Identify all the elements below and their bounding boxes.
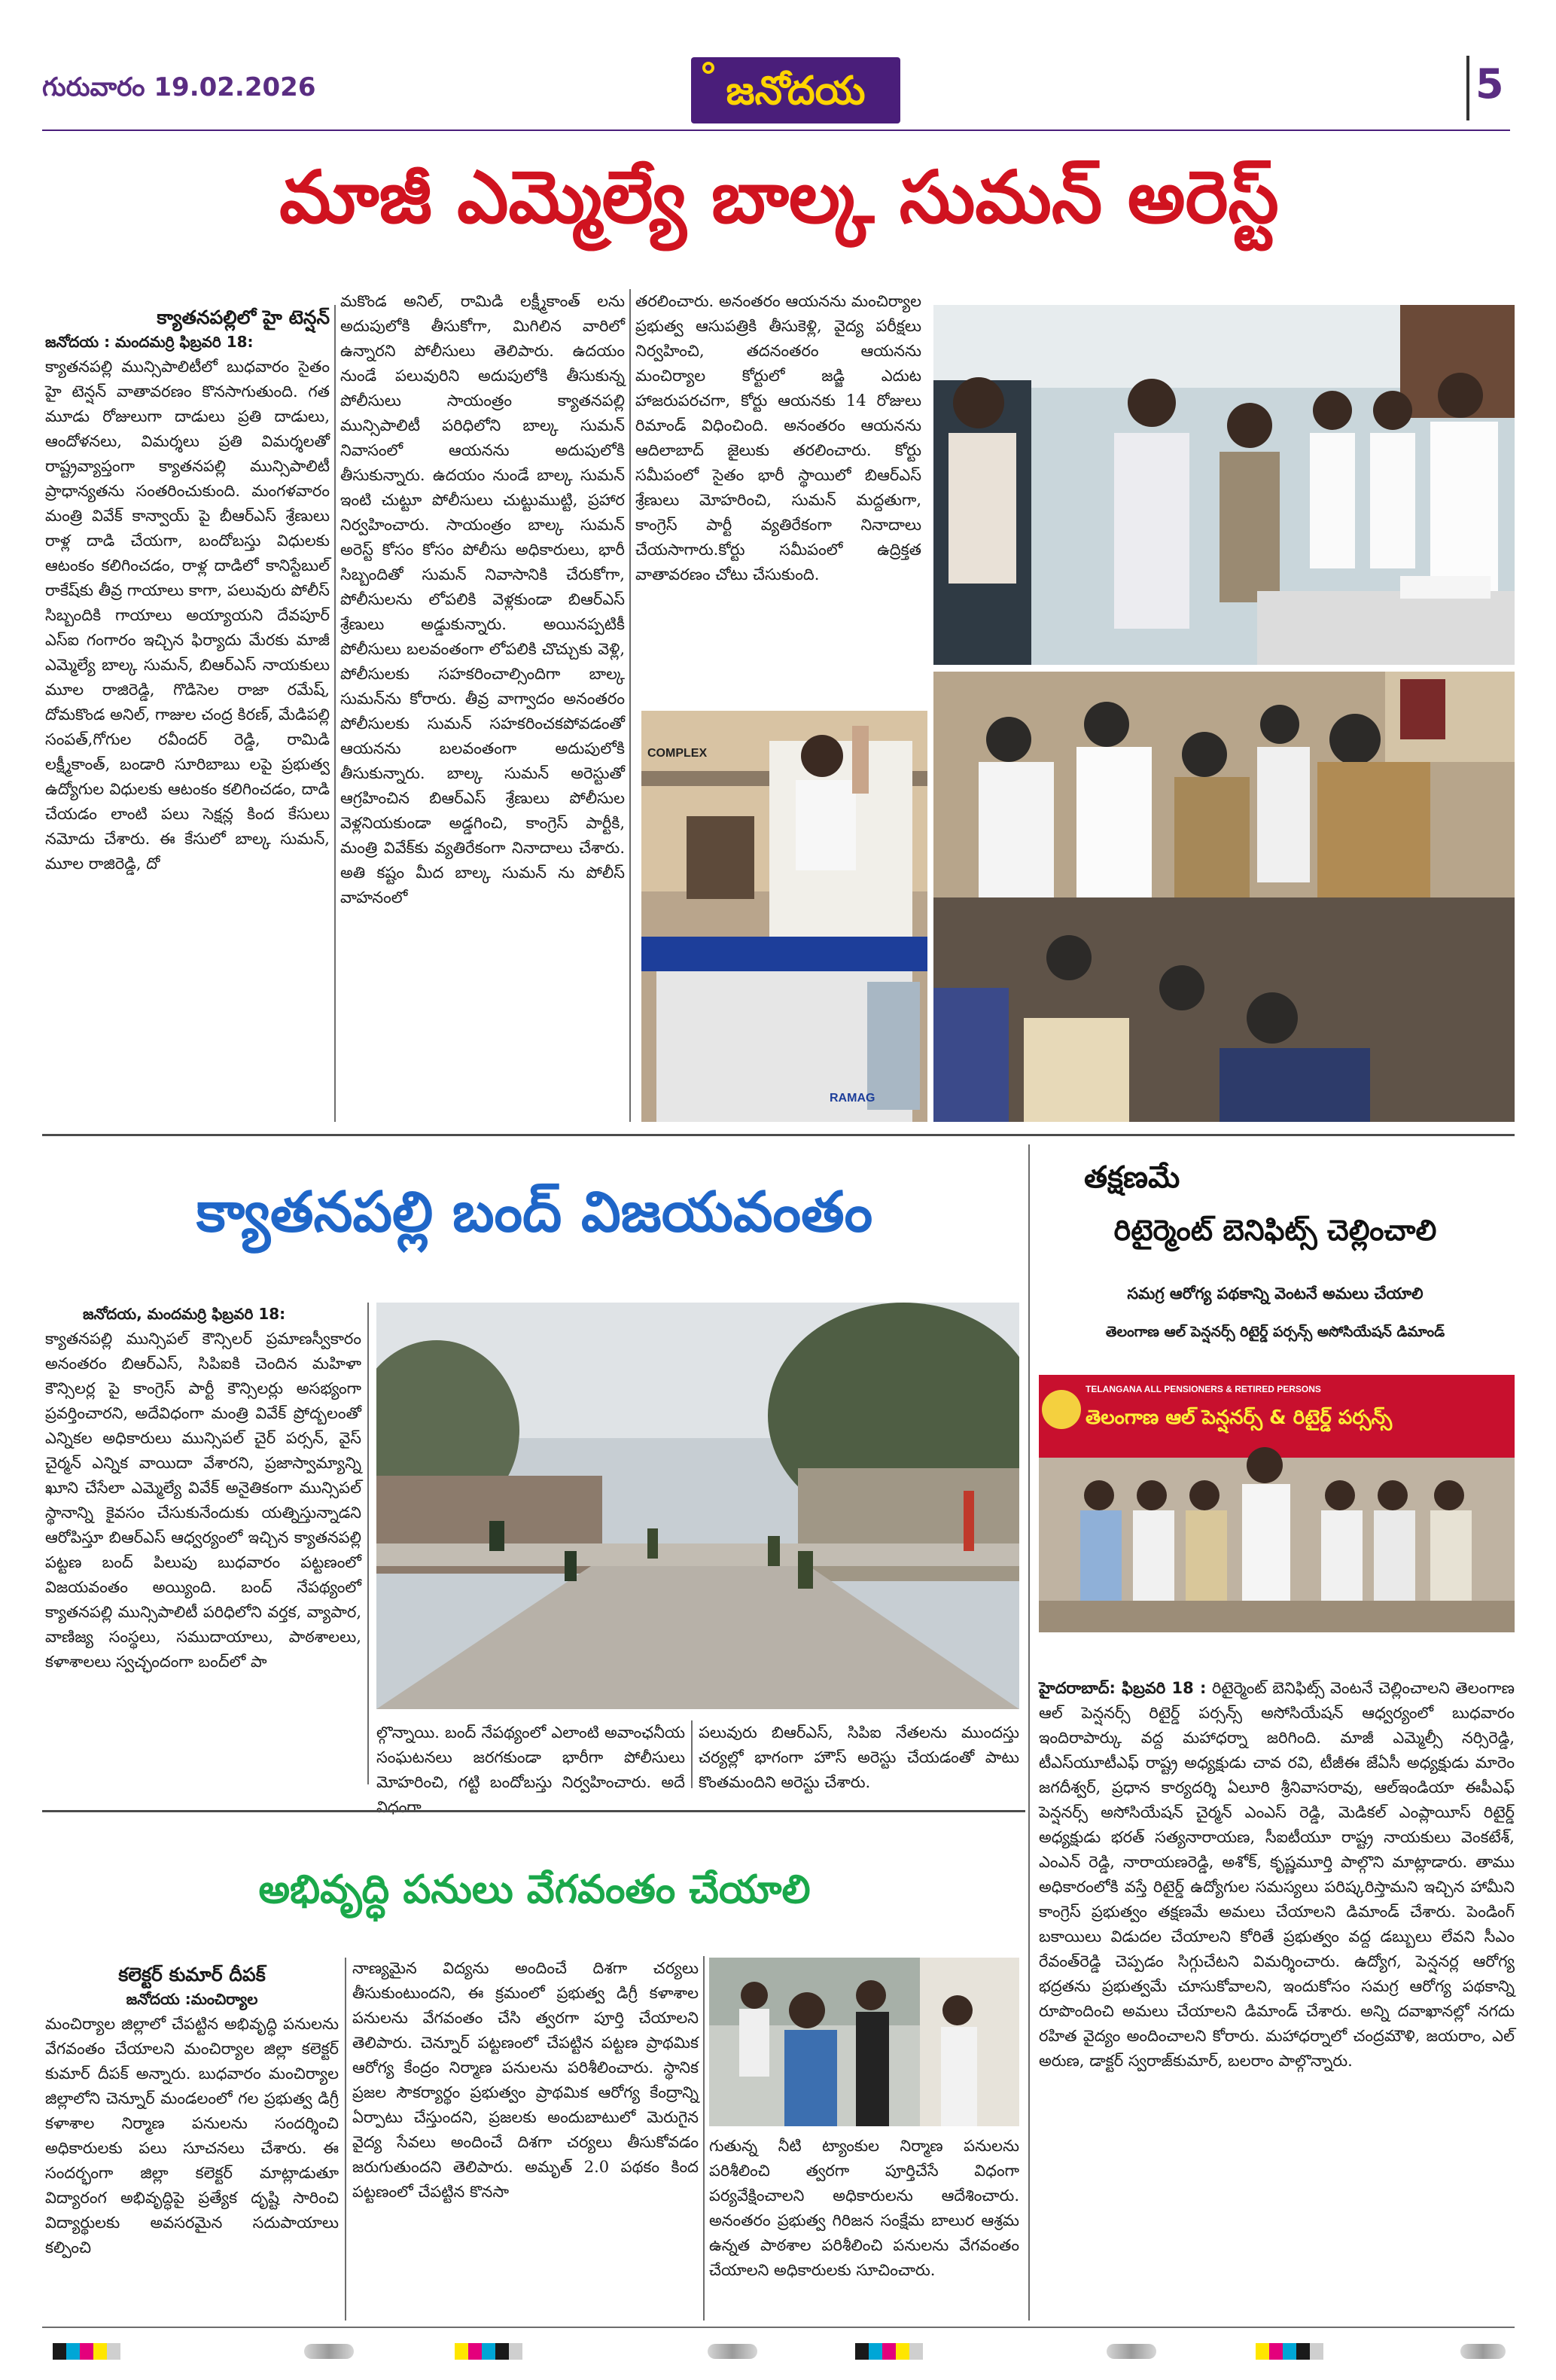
- print-colorbar-2: [455, 2343, 522, 2360]
- story1-photo-crowd-police: [933, 672, 1515, 1122]
- story1-column-2: [340, 289, 625, 910]
- story4-subhead: కలెక్టర్ కుమార్ దీపక్: [118, 1964, 266, 1985]
- header-date: గురువారం 19.02.2026: [42, 72, 316, 102]
- story2-column-3: [699, 1720, 1019, 1795]
- story3-body-text: రిటైర్మెంట్ బెనిఫిట్స్ వెంటనే చెల్లించాలని తెలంగాణ ఆల్ పెన్షనర్స్ రిటైర్డ్ పర్సన్స్ అసోసియేషన్ ఆధ్వర్యంలో బుధవారం ఇందిరాపార్కు వద్ద మహాధర్నా జరిగింది. మాజీ ఎమ్మెల్సీ నర్సిరెడ్డి, టీఎస్‌యూటీఎఫ్ రాష్ట్ర అధ్యక్షుడు చావ రవి, టీజీఈ జేఏసీ అధ్యక్షుడు మారెం జగదీశ్వర్, ప్రధాన కార్యదర్శి ఏలూరి శ్రీనివాసరావు, ఆల్ఇండియా ఈపీఎఫ్ పెన్షనర్స్ అసోసియేషన్ చైర్మన్ ఎంఎస్ రెడ్డి, మెడికల్ ఎంప్లాయీస్ రిటైర్డ్ అధ్యక్షుడు భరత్ సత్యనారాయణ, సీఐటీయూ రాష్ట్ర నాయకులు వెంకటేశ్, ఎంఎన్ రెడ్డి, నారాయణరెడ్డి, అశోక్, కృష్ణమూర్తి పాల్గొని మాట్లాడారు. తాము అధికారంలోకి వస్తే రిటైర్డ్ ఉద్యోగుల సమస్యలు పరిష్కరిస్తామని ఇచ్చిన హామీని కాంగ్రెస్ ప్రభుత్వం తక్షణమే అమలు చేయాలని డిమాండ్ చేశారు. పెండింగ్ బకాయిలు విడుదల చేయాలని కోరితే ప్రభుత్వం వద్ద డబ్బులు లేవని సీఎం రేవంత్‌రెడ్డి చెప్పడం సిగ్గుచేటని విమర్శించారు. ఉద్యోగ, పెన్షనర్ల ఆరోగ్య భద్రతను ప్రభుత్వమే చూసుకోవాలని, ఇందుకోసం సమగ్ర ఆరోగ్య పథకాన్ని రూపొందించి అమలు చేయాలని డిమాండ్ చేశారు. అన్ని దవాఖానల్లో నగదు రహిత వైద్యం అందించాలని కోరారు. మహాధర్నాలో చంద్రమౌళి, జయరాం, ఎల్ అరుణ, డాక్టర్ స్వరాజ్‌కుమార్, బలరాం పాల్గొన్నారు.: [1039, 1679, 1515, 2070]
- story3-kicker: తక్షణమే: [1084, 1160, 1180, 1195]
- story3-deck-1: సమగ్ర ఆరోగ్య పథకాన్ని వెంటనే అమలు చేయాలి: [1127, 1284, 1424, 1303]
- story4-body-col2: నాణ్యమైన విద్యను అందించే దిశగా చర్యలు తీసుకుంటుందని, ఈ క్రమంలో ప్రభుత్వ డిగ్రీ కళాశాల పనులను వేగవంతం చేసి త్వరగా పూర్తి చేయాలని తెలిపారు. చెన్నూర్ పట్టణంలో చేపట్టిన పట్టణ ప్రాథమిక ఆరోగ్య కేంద్రం నిర్మాణ పనులను పరిశీలించారు. స్థానిక ప్రజల సౌకర్యార్థం ప్రభుత్వం ప్రాథమిక ఆరోగ్య కేంద్రాన్ని ఏర్పాటు చేస్తుందని, ప్రజలకు అందుబాటులో మెరుగైన వైద్య సేవలు అందించే దిశగా చర్యలు తీసుకోవడం జరుగుతుందని తెలిపారు. అమృత్ 2.0 పథకం కింద పట్టణంలో చేపట్టిన కొనసా: [352, 1959, 699, 2201]
- print-colorbar-1: [53, 2343, 120, 2360]
- banner-english-text: TELANGANA ALL PENSIONERS & RETIRED PERSONS: [1086, 1384, 1321, 1394]
- story3-body: [1039, 1676, 1515, 2074]
- story2-body-col2: ల్గొన్నాయి. బంద్ నేపథ్యంలో ఎలాంటి అవాంఛనీయ సంఘటనలు జరగకుండా భారీగా పోలీసులు మోహరించి, గట్టి బందోబస్తు నిర్వహించారు. అదే విధంగా: [376, 1723, 685, 1816]
- story1-column-1: [45, 305, 330, 876]
- story1-subhead: క్యాతనపల్లిలో హై టెన్షన్: [157, 306, 330, 328]
- photo-sign-complex: COMPLEX: [647, 747, 708, 760]
- story3-photo-dharna: [1039, 1375, 1515, 1632]
- story3-headline: రిటైర్మెంట్ బెనిఫిట్స్ చెల్లించాలి: [1113, 1214, 1437, 1247]
- story4-column-2: [352, 1956, 699, 2205]
- story2-column-2: [376, 1720, 685, 1820]
- story4-dateline: జనోదయ :మంచిర్యాల: [126, 1990, 258, 2008]
- print-colorbar-4: [1256, 2343, 1323, 2360]
- page-number: 5: [1475, 60, 1504, 108]
- print-mark-4: [1460, 2344, 1506, 2359]
- story1-headline: మాజీ ఎమ్మెల్యే బాల్క సుమన్ అరెస్ట్: [279, 155, 1279, 239]
- story1-dateline: జనోదయ : మందమర్రి ఫిబ్రవరి 18:: [45, 333, 254, 351]
- story2-headline: క్యాతనపల్లి బంద్ విజయవంతం: [196, 1180, 873, 1245]
- story4-photo-collector-visit: [709, 1958, 1019, 2126]
- story1-photo-hospital: [933, 305, 1515, 665]
- story2-dateline: జనోదయ, మందమర్రి ఫిబ్రవరి 18:: [83, 1305, 286, 1323]
- story2-column-1: [45, 1303, 361, 1675]
- print-mark-2: [708, 2344, 757, 2359]
- story2-body-col3: పలువురు బిఆర్ఎస్, సిపిఐ నేతలను ముందస్తు చర్యల్లో భాగంగా హౌస్ అరెస్టు చేయడంతో పాటు కొంతమందిని అరెస్టు చేశారు.: [699, 1723, 1019, 1791]
- print-mark-1: [304, 2344, 354, 2359]
- story4-column-3: [709, 2134, 1019, 2283]
- photo-sign-ramag: RAMAG: [830, 1092, 875, 1105]
- story1-photo-arrest-vehicle: [641, 711, 927, 1122]
- story4-body-col3: గుతున్న నీటి ట్యాంకుల నిర్మాణ పనులను పరిశీలించి త్వరగా పూర్తిచేసే విధంగా పర్యవేక్షించాలని అధికారులను ఆదేశించారు. అనంతరం ప్రభుత్వ గిరిజన సంక్షేమ బాలుర ఆశ్రమ ఉన్నత పాఠశాల పరిశీలించి పనులను వేగవంతం చేయాలని అధికారులకు సూచించారు.: [709, 2137, 1019, 2279]
- banner-telugu-text: తెలంగాణ ఆల్ పెన్షనర్స్ & రిటైర్డ్ పర్సన్స్: [1086, 1406, 1393, 1429]
- story4-headline: అభివృద్ధి పనులు వేగవంతం చేయాలి: [258, 1867, 811, 1912]
- story4-column-1: [45, 1962, 339, 2260]
- story3-dateline: హైదరాబాద్: ఫిబ్రవరి 18 :: [1039, 1679, 1207, 1697]
- story4-body-col1: మంచిర్యాల జిల్లాలో చేపట్టిన అభివృద్ధి పనులను వేగవంతం చేయాలని మంచిర్యాల జిల్లా కలెక్టర్ కుమార్ దీపక్ అన్నారు. బుధవారం మంచిర్యాల జిల్లాలోని చెన్నూర్ మండలంలో గల ప్రభుత్వ డిగ్రీ కళాశాల నిర్మాణ పనులను సందర్శించి అధికారులకు పలు సూచనలు చేశారు. ఈ సందర్భంగా జిల్లా కలెక్టర్ మాట్లాడుతూ విద్యారంగ అభివృద్ధిపై ప్రత్యేక దృష్టి సారించి విద్యార్థులకు అవసరమైన సదుపాయాలు కల్పించి: [45, 2015, 339, 2257]
- print-colorbar-3: [855, 2343, 923, 2360]
- story2-photo-bandh-road: [376, 1303, 1019, 1709]
- story1-column-3: [635, 289, 921, 587]
- masthead-title: జనోదయ: [726, 69, 866, 114]
- story3-deck-2: తెలంగాణ ఆల్ పెన్షనర్స్ రిటైర్డ్ పర్సన్స్ అసోసియేషన్ డిమాండ్: [1105, 1324, 1445, 1340]
- print-mark-3: [1107, 2344, 1156, 2359]
- story1-body-col2: మకొండ అనిల్, రామిడి లక్ష్మీకాంత్ లను అదుపులోకి తీసుకోగా, మిగిలిన వారిలో ఉన్నారని పోలీసులు తెలిపారు. ఉదయం నుండే పలువురిని అదుపులోకి తీసుకున్న పోలీసులు సాయంత్రం క్యాతనపల్లి మున్సిపాలిటీ పరిధిలోని బాల్క సుమన్ నివాసంలో ఆయనను అదుపులోకి తీసుకున్నారు. ఉదయం నుండే బాల్క సుమన్ ఇంటి చుట్టూ పోలీసులు చుట్టుముట్టి, ప్రహార నిర్వహించారు. సాయంత్రం బాల్క సుమన్ అరెస్ట్ కోసం కోసం పోలీసు అధికారులు, భారీ సిబ్బందితో సుమన్ నివాసానికి చేరుకోగా, పోలీసులను లోపలికి వెళ్లకుండా బిఆర్ఎస్ శ్రేణులు అడ్డుకున్నారు. అయినప్పటికీ పోలీసులు బలవంతంగా లోపలికి చొచ్చుకు వెళ్లి, పోలీసులకు సహకరించాల్సిందిగా బాల్క సుమన్‌ను కోరారు. తీవ్ర వాగ్వాదం అనంతరం పోలీసులకు సుమన్ సహకరించకపోవడంతో ఆయనను బలవంతంగా అదుపులోకి తీసుకున్నారు. బాల్క సుమన్ అరెస్టుతో ఆగ్రహించిన బిఆర్ఎస్ శ్రేణులు పోలీసుల వెళ్లనియకుండా అడ్డగించి, కాంగ్రెస్ పార్టీకి, మంత్రి వివేక్‌కు వ్యతిరేకంగా నినాదాలు చేశారు. అతి కష్టం మీద బాల్క సుమన్ ను పోలీస్ వాహనంలో: [340, 292, 625, 907]
- story1-body-col1: క్యాతనపల్లి మున్సిపాలిటీలో బుధవారం సైతం హై టెన్షన్ వాతావరణం కొనసాగుతుంది. గత మూడు రోజులుగా దాడులు ప్రతి దాడులు, ఆందోళనలు, విమర్శలు ప్రతి విమర్శలతో రాష్ట్రవ్యాప్తంగా క్యాతనపల్లి మున్సిపాలిటీ ప్రాధాన్యతను సంతరించుకుంది. మంగళవారం మంత్రి వివేక్ కాన్వాయ్ పై బీఆర్ఎస్ శ్రేణులు రాళ్ల దాడి చేయగా, బందోబస్తు విధులకు ఆటంకం కలిగించడం, రాళ్ల దాడిలో కానిస్టేబుల్ రాకేష్‌కు తీవ్ర గాయాలు కాగా, పలువురు పోలీస్ సిబ్బందికి గాయాలు అయ్యాయని దేవపూర్ ఎస్ఐ గంగారం ఇచ్చిన ఫిర్యాదు మేరకు మాజీ ఎమ్మెల్యే బాల్క సుమన్, బిఆర్ఎస్ నాయకులు మూల రాజిరెడ్డి, గొడిసెల రాజా రమేష్, దోమకొండ అనిల్, గాజుల చంద్ర కిరణ్, మేడిపల్లి సంపత్,గోగుల రవీందర్ రెడ్డి, రామిడి లక్ష్మీకాంత్, బండారి సూరిబాబు లపై ప్రభుత్వ ఉద్యోగుల విధులకు ఆటంకం కలిగించడం, దాడి చేయడం లాంటి పలు సెక్షన్ల కింద కేసులు నమోదు చేశారు. ఈ కేసులో బాల్క సుమన్, మూల రాజిరెడ్డి, దో: [45, 358, 330, 873]
- masthead-logo: [691, 57, 900, 123]
- story2-body-col1: క్యాతనపల్లి మున్సిపల్ కౌన్సిలర్ ప్రమాణస్వీకారం అనంతరం బిఆర్ఎస్, సిపిఐకి చెందిన మహిళా కౌన్సిలర్ల పై కాంగ్రెస్ పార్టీ కౌన్సిలర్లు అసభ్యంగా ప్రవర్తించారని, అదేవిధంగా మంత్రి వివేక్ ప్రోద్బలంతో ఎన్నికల అధికారులు మున్సిపల్ చైర్ పర్సన్, వైస్ చైర్మన్ ఎన్నిక వాయిదా వేశారని, ప్రజాస్వామ్యాన్ని ఖూని చేసేలా ఎమ్మెల్యే వివేక్ అనైతికంగా మున్సిపల్ స్థానాన్ని కైవసం చేసుకునేందుకు యత్నిస్తున్నాడని ఆరోపిస్తూ బిఆర్ఎస్ ఆధ్వర్యంలో ఇచ్చిన క్యాతనపల్లి పట్టణ బంద్ పిలుపు బుధవారం పట్టణంలో విజయవంతం అయ్యింది. బంద్ నేపథ్యంలో క్యాతనపల్లి మున్సిపాలిటీ పరిధిలోని వర్తక, వ్యాపార, వాణిజ్య సంస్థలు, సముదాయాలు, పాఠశాలలు, కళాశాలలు స్వచ్ఛందంగా బంద్‌లో పా: [45, 1330, 361, 1671]
- story1-body-col3: తరలించారు. అనంతరం ఆయనను మంచిర్యాల ప్రభుత్వ ఆసుపత్రికి తీసుకెళ్లి, వైద్య పరీక్షలు నిర్వహించి, తదనంతరం ఆయనను మంచిర్యాల కోర్టులో జడ్జి ఎదుట హాజరుపరచగా, కోర్టు ఆయనకు 14 రోజులు రిమాండ్ విధించింది. అనంతరం ఆయనను ఆదిలాబాద్ జైలుకు తరలించారు. కోర్టు సమీపంలో సైతం భారీ స్థాయిలో బిఆర్ఎస్ శ్రేణులు మోహరించి, సుమన్ మద్దతుగా, కాంగ్రెస్ పార్టీ వ్యతిరేకంగా నినాదాలు చేయసాగారు.కోర్టు సమీపంలో ఉద్రిక్తత వాతావరణం చోటు చేసుకుంది.: [635, 292, 922, 584]
